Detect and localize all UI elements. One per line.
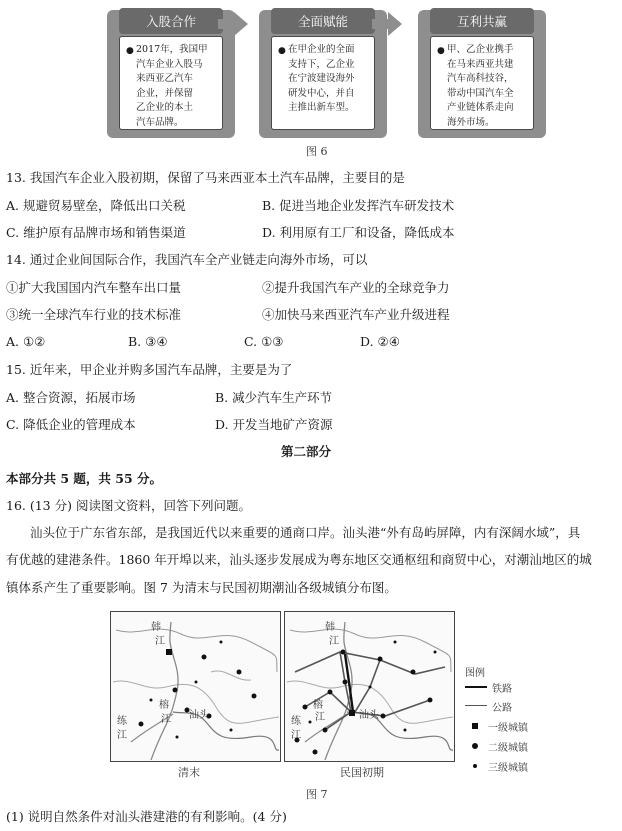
stage-title: 入股合作 <box>119 8 223 34</box>
map-late-qing <box>110 611 281 762</box>
level1-town-legend-icon <box>472 723 478 729</box>
map-label-rong: 榕 <box>313 700 323 711</box>
map-label-jiang: 江 <box>155 636 165 647</box>
stage-text-box <box>430 36 534 130</box>
level1-town-icon <box>166 649 172 655</box>
option-d: D. 开发当地矿产资源 <box>215 417 333 432</box>
option-b: B. 促进当地企业发挥汽车研发技术 <box>262 198 455 213</box>
map-label-lian: 练 <box>291 716 301 727</box>
stage-title: 互利共赢 <box>430 8 534 34</box>
option-a: A. ①② <box>6 334 46 349</box>
legend-level2: 二级城镇 <box>488 743 528 754</box>
map-label-lian: 练 <box>117 716 127 727</box>
option-c: C. 维护原有品牌市场和销售渠道 <box>6 225 186 240</box>
map-late-qing-caption: 清末 <box>178 766 200 779</box>
statement-2: ②提升我国汽车产业的全球竞争力 <box>262 280 450 295</box>
map-label-rong: 榕 <box>159 700 169 711</box>
question-13-stem: 13. 我国汽车企业入股初期，保留了马来西亚本土汽车品牌，主要目的是 <box>6 170 405 185</box>
figure-6-caption: 图 6 <box>306 145 328 158</box>
option-b: B. 减少汽车生产环节 <box>215 390 333 405</box>
legend-road: 公路 <box>492 703 512 714</box>
bullet-icon: ● <box>126 46 134 56</box>
map-label-jiang3: 江 <box>315 712 325 723</box>
legend-railway: 铁路 <box>492 684 512 695</box>
map-label-jiang2: 江 <box>291 730 301 741</box>
passage-line-1: 汕头位于广东省东部，是我国近代以来重要的通商口岸。汕头港“外有岛屿屏障，内有深阔水域”，具 <box>30 525 581 540</box>
legend-level3: 三级城镇 <box>488 763 528 774</box>
level2-town-legend-icon <box>472 743 478 749</box>
option-c: C. 降低企业的管理成本 <box>6 417 136 432</box>
option-b: B. ③④ <box>128 334 168 349</box>
option-d: D. ②④ <box>360 334 400 349</box>
statement-4: ④加快马来西亚汽车产业升级进程 <box>262 307 450 322</box>
road-legend-icon <box>465 705 487 706</box>
statement-1: ①扩大我国国内汽车整车出口量 <box>6 280 182 295</box>
part-2-title: 第二部分 <box>281 444 332 459</box>
map-early-republic <box>284 611 455 762</box>
stage-text: 2017年，我国甲 汽车企业入股马 来西亚乙汽车 企业，并保留 乙企业的本土 汽车品牌。 <box>136 44 208 128</box>
option-a: A. 规避贸易壁垒，降低出口关税 <box>6 198 186 213</box>
stage-title: 全面赋能 <box>271 8 375 34</box>
right-arrow-icon <box>218 12 248 36</box>
map-label-shantou: 汕头 <box>189 710 209 721</box>
question-15-stem: 15. 近年来，甲企业并购多国汽车品牌，主要是为了 <box>6 362 293 377</box>
map-early-republic-graphic <box>285 612 454 761</box>
railway-legend-icon <box>465 686 487 688</box>
map-label-shantou: 汕头 <box>359 710 379 721</box>
bullet-icon: ● <box>437 46 445 56</box>
passage-line-2: 有优越的建港条件。1860 年开埠以来，汕头逐步发展成为粤东地区交通枢纽和商贸中心，对潮汕地区的城 <box>6 552 592 567</box>
figure-7-caption: 图 7 <box>306 788 328 801</box>
stage-full-empowerment <box>259 10 387 138</box>
level3-town-legend-icon <box>473 764 477 768</box>
map-label-han: 韩 <box>325 622 335 633</box>
map-label-jiang3: 江 <box>161 714 171 725</box>
option-d: D. 利用原有工厂和设备，降低成本 <box>262 225 455 240</box>
bullet-icon: ● <box>278 46 286 56</box>
legend-level1: 一级城镇 <box>488 723 528 734</box>
right-arrow-icon <box>372 12 402 36</box>
question-14-stem: 14. 通过企业间国际合作，我国汽车全产业链走向海外市场，可以 <box>6 252 368 267</box>
option-a: A. 整合资源，拓展市场 <box>6 390 136 405</box>
question-16-sub1: (1) 说明自然条件对汕头港建港的有利影响。(4 分) <box>6 809 287 824</box>
level1-town-icon <box>349 710 355 716</box>
legend-title: 图例 <box>465 668 485 679</box>
option-c: C. ①③ <box>244 334 284 349</box>
passage-line-3: 镇体系产生了重要影响。图 7 为清末与民国初期潮汕各级城镇分布图。 <box>6 580 397 595</box>
stage-text-box <box>119 36 223 130</box>
map-label-jiang2: 江 <box>117 730 127 741</box>
statement-3: ③统一全球汽车行业的技术标准 <box>6 307 182 322</box>
stage-text: 甲、乙企业携手 在马来西亚共建 汽车高科技谷， 带动中国汽车全 产业链体系走向 海外市场。 <box>447 44 514 128</box>
map-early-republic-caption: 民国初期 <box>340 766 384 779</box>
question-16-stem: 16. (13 分) 阅读图文资料，回答下列问题。 <box>6 498 251 513</box>
map-late-qing-graphic <box>111 612 280 761</box>
stage-text: 在甲企业的全面 支持下，乙企业 在宁波建设海外 研发中心，并自 主推出新车型。 <box>288 44 355 113</box>
stage-equity-cooperation <box>107 10 235 138</box>
part-2-intro: 本部分共 5 题，共 55 分。 <box>6 471 163 486</box>
map-label-han: 韩 <box>151 622 161 633</box>
stage-mutual-benefit <box>418 10 546 138</box>
map-label-jiang: 江 <box>329 636 339 647</box>
stage-text-box <box>271 36 375 130</box>
